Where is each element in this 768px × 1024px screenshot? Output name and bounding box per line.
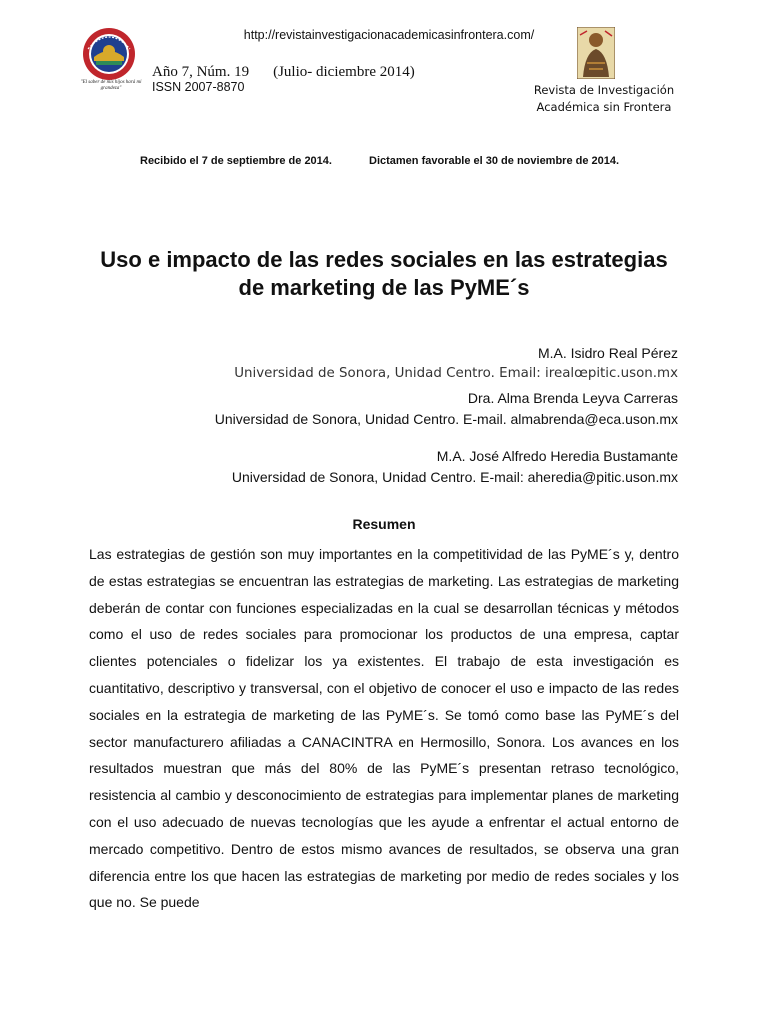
journal-logo [577, 27, 615, 79]
issue-period: (Julio- diciembre 2014) [273, 64, 415, 80]
paper-title [60, 246, 708, 302]
university-seal-logo [82, 27, 136, 81]
author-affiliation: Universidad de Sonora, Unidad Centro. Email: irealœpitic.uson.mx [234, 366, 678, 381]
author-name: M.A. Isidro Real Pérez [537, 345, 678, 361]
seal-motto: "El saber de mis hijos hará mi grandeza" [80, 80, 142, 91]
author-name: Dra. Alma Brenda Leyva Carreras [467, 390, 678, 406]
title-line2: de marketing de las PyME´s [238, 275, 530, 300]
issue-line [152, 64, 415, 81]
abstract-body: Las estrategias de gestión son muy importantes en la competitividad de las PyME´s y, dentro de estas estrategias se encuentran las estrategias de marketing. Las estrategias de marketing deberán de contar con funciones especializadas en la cual se desarrollan técnicas y métodos como el uso de redes sociales para promocionar los productos de una empresa, captar clientes potenciales o fidelizar los ya existentes. El trabajo de esta investigación es cuantitativo, descriptivo y transversal, con el objetivo de conocer el uso e impacto de las redes sociales en la estrategia de marketing de las PyME´s. Se tomó como base las PyME´s del sector manufacturero afiliadas a CANACINTRA en Hermosillo, Sonora. Los avances en los resultados muestran que más del 80% de las PyME´s presentan retraso tecnológico, resistencia al cambio y desconocimiento de estrategias para implementar planes de marketing con el uso adecuado de nuevas tecnologías que les ayude a enfrentar el actual entorno de mercado competitivo. Dentro de estos mismo avances de resultados, se observa una gran diferencia entre los que hacen las estrategias de marketing por medio de redes sociales y los que no. Se puede [89, 546, 679, 911]
author-affiliation: Universidad de Sonora, Unidad Centro. E-mail. almabrenda@eca.uson.mx [214, 411, 678, 427]
journal-name-line1: Revista de Investigación [533, 83, 675, 97]
received-date: Recibido el 7 de septiembre de 2014. [140, 155, 332, 167]
author-name: M.A. José Alfredo Heredia Bustamante [436, 448, 678, 464]
journal-url[interactable]: http://revistainvestigacionacademicasinfrontera.com/ [243, 28, 535, 42]
author-affiliation: Universidad de Sonora, Unidad Centro. E-mail: aheredia@pitic.uson.mx [231, 469, 678, 485]
decision-date: Dictamen favorable el 30 de noviembre de 2014. [369, 155, 620, 167]
journal-name-line2: Académica sin Frontera [536, 100, 672, 114]
issn: ISSN 2007-8870 [152, 80, 245, 94]
journal-name [520, 82, 688, 116]
issue-number: Año 7, Núm. 19 [152, 64, 250, 80]
abstract-heading: Resumen [352, 516, 416, 532]
title-line1: Uso e impacto de las redes sociales en las estrategias [100, 247, 668, 272]
